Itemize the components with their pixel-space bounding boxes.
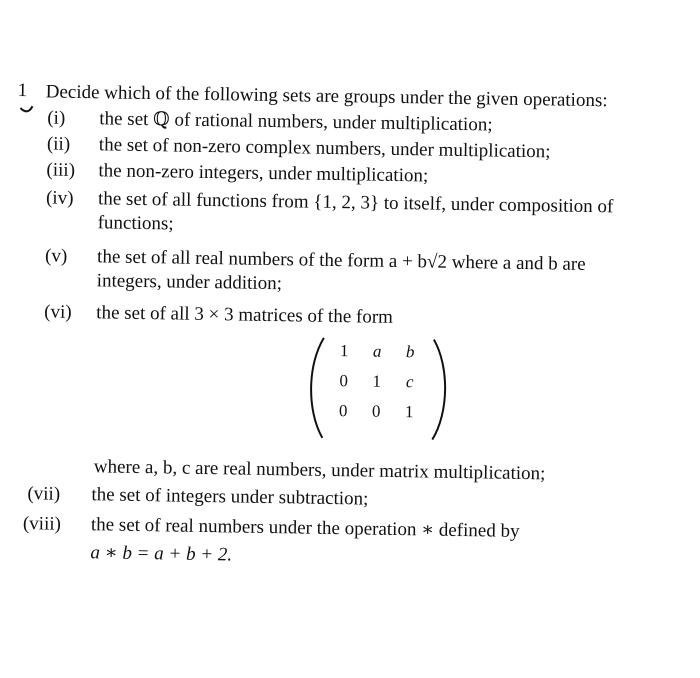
matrix-cell: b [405,342,415,362]
matrix-cell: a [372,341,382,361]
item-text: the set of all functions from {1, 2, 3} to itself, under composition of [97,188,614,218]
item-label: (vii) [27,483,61,505]
item-label: (vi) [44,301,72,323]
item-label: (iii) [46,159,76,181]
item-text: the set of non-zero complex numbers, under multiplication; [98,134,551,163]
item-label: (iv) [45,187,74,209]
item-text-continued: integers, under addition; [96,270,283,295]
matrix-note: where a, b, c are real numbers, under matrix multiplication; [93,456,546,485]
matrix-cell: 1 [404,402,414,422]
item-text: the set of all real numbers of the form a + b√2 where a and b are [96,246,586,275]
item-text: the set ℚ of rational numbers, under multiplication; [99,108,493,136]
matrix-cell: c [405,372,414,392]
matrix-grid [326,341,427,433]
item-text: the set of real numbers under the operation ∗ defined by [90,514,520,542]
matrix-cell: 0 [338,401,348,421]
matrix-cell: 0 [371,401,381,421]
item-text: the non-zero integers, under multiplication; [98,160,429,187]
left-paren-icon [302,335,328,441]
right-paren-icon [428,337,454,443]
item-label: (v) [44,245,68,267]
item-label: (i) [47,107,66,129]
item-text: the set of integers under subtraction; [91,484,369,510]
matrix-cell: 0 [339,371,349,391]
problem-block [17,74,688,566]
problem-intro: Decide which of the following sets are groups under the given operations: [45,81,608,112]
matrix-cell: 1 [339,341,349,361]
item-label: (ii) [46,133,71,155]
item-text-continued: functions; [97,212,174,235]
matrix-cell: 1 [372,371,382,391]
matrix [302,335,454,447]
problem-number: 1 [17,79,28,102]
formula: a ∗ b = a + b + 2. [90,542,233,566]
item-label: (viii) [22,513,62,535]
item-text: the set of all 3 × 3 matrices of the form [96,302,394,328]
